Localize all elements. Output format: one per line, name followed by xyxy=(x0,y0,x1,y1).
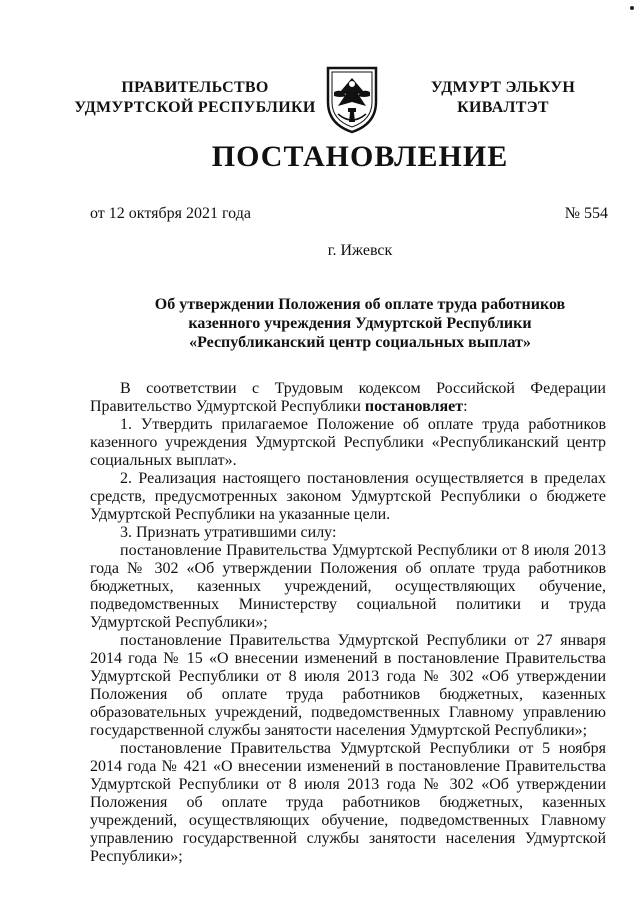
paragraph-repealed-3: постановление Правительства Удмуртской Республики от 5 ноября 2014 года № 421 «О внесении изменений в постановление Правительства Удмуртской Республики от 8 июля 2013 года № 302 «Об утверждении Положения об оплате труда работников бюджетных, казенных учреждений, осуществляющих обучение, подведомственных Главному управлению государственной службы занятости населения Удмуртской Республики»; xyxy=(90,740,606,865)
subject-line1: Об утверждении Положения об оплате труда работников xyxy=(154,296,566,313)
org-left-line2: УДМУРТСКОЙ РЕСПУБЛИКИ xyxy=(74,99,316,116)
document-number: № 554 xyxy=(564,205,608,222)
org-left-line1: ПРАВИТЕЛЬСТВО xyxy=(121,79,269,96)
document-type-title: ПОСТАНОВЛЕНИЕ xyxy=(211,140,509,173)
paragraph-repealed-2: постановление Правительства Удмуртской Республики от 27 января 2014 года № 15 «О внесении изменений в постановление Правительства Удмуртской Республики от 8 июля 2013 года № 302 «Об утверждении Положения об оплате труда работников бюджетных, казенных образовательных учреждений, подведомственных Главному управлению государственной службы занятости населения Удмуртской Республики»; xyxy=(90,632,606,739)
org-name-russian xyxy=(70,78,320,118)
paragraph-item-2: 2. Реализация настоящего постановления осуществляется в пределах средств, предусмотренных законом Удмуртской Республики о бюджете Удмуртской Республики на указанные цели. xyxy=(90,470,606,523)
paragraph-item-1: 1. Утвердить прилагаемое Положение об оплате труда работников казенного учреждения Удмуртской Республики «Республиканский центр социальных выплат». xyxy=(90,416,606,469)
subject-line2: казенного учреждения Удмуртской Республики xyxy=(188,315,532,332)
org-right-line1: УДМУРТ ЭЛЬКУН xyxy=(430,79,576,96)
paragraph-preamble xyxy=(90,380,606,416)
document-city: г. Ижевск xyxy=(327,242,393,259)
udmurt-coat-of-arms-icon xyxy=(320,62,384,134)
org-name-udmurt xyxy=(408,78,598,118)
subject-line3: «Республиканский центр социальных выплат» xyxy=(189,334,531,351)
document-date: от 12 октября 2021 года xyxy=(90,205,251,222)
preamble-text: В соответствии с Трудовым кодексом Российской Федерации Правительство Удмуртской Республики xyxy=(90,380,606,415)
paragraph-repealed-1: постановление Правительства Удмуртской Республики от 8 июля 2013 года № 302 «Об утверждении Положения об оплате труда работников бюджетных, казенных учреждений, осуществляющих обучение, подведомственных Министерству социальной политики и труда Удмуртской Республики»; xyxy=(90,542,606,631)
document-subject xyxy=(120,295,600,352)
scan-artifact-dot xyxy=(630,6,634,10)
preamble-end: : xyxy=(463,398,468,415)
paragraph-item-3: 3. Признать утратившими силу: xyxy=(120,524,337,541)
document-body xyxy=(90,380,606,866)
org-right-line2: КИВАЛТЭТ xyxy=(457,99,549,116)
preamble-keyword: постановляет xyxy=(364,398,464,415)
